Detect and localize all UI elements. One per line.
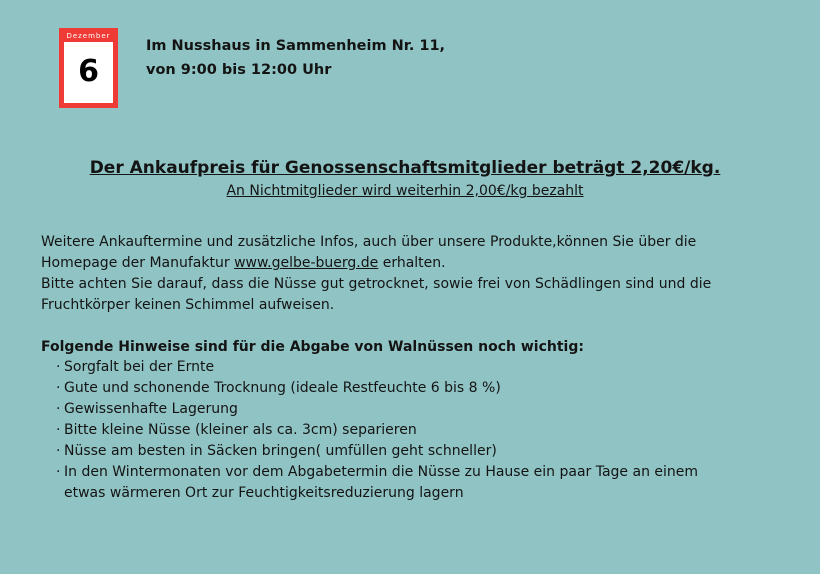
list-item	[56, 462, 698, 483]
calendar-icon	[59, 28, 118, 108]
info-text: Homepage der Manufaktur	[41, 255, 235, 271]
bullet-icon: ·	[56, 443, 61, 459]
list-item	[56, 378, 698, 399]
price-subheading: An Nichtmitglieder wird weiterhin 2,00€/kg bezahlt	[226, 183, 584, 199]
list-item-text: Gewissenhafte Lagerung	[64, 401, 238, 417]
calendar-day: 6	[78, 54, 99, 89]
list-item	[56, 441, 698, 462]
list-item-text: Sorgfalt bei der Ernte	[64, 359, 215, 375]
homepage-link[interactable]: www.gelbe-buerg.de	[234, 255, 379, 271]
list-item-continuation: etwas wärmeren Ort zur Feuchtigkeitsreduzierung lagern	[64, 485, 464, 501]
list-item	[56, 399, 698, 420]
info-text: erhalten.	[378, 255, 446, 271]
info-paragraph	[41, 232, 711, 316]
event-location: Im Nusshaus in Sammenheim Nr. 11,	[146, 38, 446, 54]
list-item-text: Gute und schonende Trocknung (ideale Restfeuchte 6 bis 8 %)	[64, 380, 501, 396]
info-line: Weitere Ankauftermine und zusätzliche Infos, auch über unsere Produkte,können Sie über die	[41, 234, 697, 250]
calendar-page	[64, 42, 113, 103]
list-item	[56, 357, 698, 378]
calendar-month: Dezember	[66, 32, 111, 40]
hints-list	[56, 357, 698, 504]
event-time: von 9:00 bis 12:00 Uhr	[146, 62, 332, 78]
hints-title: Folgende Hinweise sind für die Abgabe von Walnüssen noch wichtig:	[41, 339, 584, 355]
list-item-text: In den Wintermonaten vor dem Abgabetermin die Nüsse zu Hause ein paar Tage an einem	[64, 464, 699, 480]
info-line	[41, 253, 711, 274]
price-heading: Der Ankaufpreis für Genossenschaftsmitglieder beträgt 2,20€/kg.	[89, 158, 721, 178]
info-line: Fruchtkörper keinen Schimmel aufweisen.	[41, 297, 335, 313]
bullet-icon: ·	[56, 401, 61, 417]
bullet-icon: ·	[56, 422, 61, 438]
list-item-text: Nüsse am besten in Säcken bringen( umfüllen geht schneller)	[64, 443, 497, 459]
info-line: Bitte achten Sie darauf, dass die Nüsse gut getrocknet, sowie frei von Schädlingen sind und die	[41, 276, 712, 292]
bullet-icon: ·	[56, 359, 61, 375]
bullet-icon: ·	[56, 380, 61, 396]
event-details	[146, 34, 445, 82]
bullet-icon: ·	[56, 464, 61, 480]
list-item-text: Bitte kleine Nüsse (kleiner als ca. 3cm) separieren	[64, 422, 417, 438]
list-item	[56, 420, 698, 441]
